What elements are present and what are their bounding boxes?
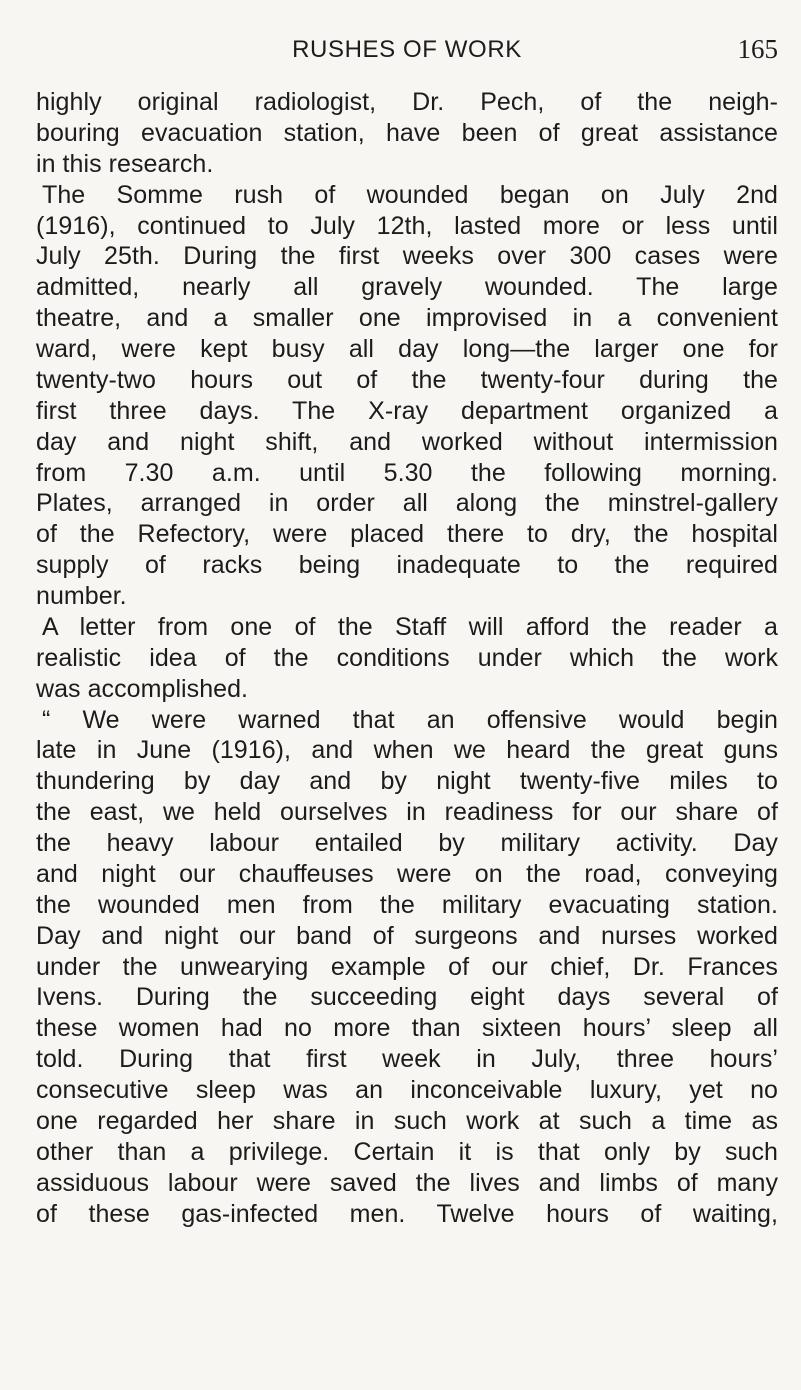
text-line: assiduous labour were saved the lives and limbs of many — [36, 1168, 778, 1197]
text-line: other than a privilege. Certain it is that only by such — [36, 1137, 778, 1166]
text-line: highly original radiologist, Dr. Pech, of the neigh- — [36, 88, 778, 116]
text-line: number. — [36, 582, 127, 610]
text-line: realistic idea of the conditions under which the work — [36, 643, 778, 672]
text-line: first three days. The X-ray department organized a — [36, 396, 778, 425]
body-text — [36, 87, 778, 1229]
text-line: (1916), continued to July 12th, lasted more or less until — [36, 211, 778, 240]
text-line: bouring evacuation station, have been of great assistance — [36, 118, 778, 147]
text-line: July 25th. During the first weeks over 300 cases were — [36, 242, 778, 271]
text-line: “ We were warned that an offensive would begin — [42, 705, 778, 734]
text-line: told. During that first week in July, three hours’ — [36, 1045, 778, 1074]
text-line: Ivens. During the succeeding eight days several of — [36, 983, 778, 1012]
text-line: the heavy labour entailed by military activity. Day — [36, 829, 778, 857]
text-line: thundering by day and by night twenty-five miles to — [36, 767, 778, 796]
book-page — [36, 34, 778, 1228]
text-line: admitted, nearly all gravely wounded. The large — [36, 273, 778, 302]
text-line: the wounded men from the military evacuating station. — [36, 890, 778, 919]
text-line: A letter from one of the Staff will afford the reader a — [42, 612, 778, 641]
text-line: Plates, arranged in order all along the minstrel-gallery — [36, 489, 778, 518]
text-line: the east, we held ourselves in readiness for our share of — [36, 798, 778, 827]
text-line: consecutive sleep was an inconceivable luxury, yet no — [36, 1076, 778, 1104]
text-line: ward, were kept busy all day long—the larger one for — [36, 335, 778, 363]
page-number: 165 — [737, 34, 778, 64]
text-line: under the unwearying example of our chief, Dr. Frances — [36, 952, 778, 981]
text-line: theatre, and a smaller one improvised in a convenient — [36, 304, 778, 333]
text-line: The Somme rush of wounded began on July 2nd — [42, 180, 778, 209]
text-line: one regarded her share in such work at such a time as — [36, 1106, 778, 1135]
text-line: supply of racks being inadequate to the required — [36, 551, 778, 580]
text-line: of these gas-infected men. Twelve hours of waiting, — [36, 1199, 778, 1228]
text-line: day and night shift, and worked without intermission — [36, 427, 778, 456]
text-line: late in June (1916), and when we heard the great guns — [36, 736, 778, 765]
text-line: of the Refectory, were placed there to dry, the hospital — [36, 520, 778, 549]
running-title: RUSHES OF WORK — [292, 36, 522, 63]
text-line: from 7.30 a.m. until 5.30 the following morning. — [36, 458, 778, 487]
text-line: these women had no more than sixteen hours’ sleep all — [36, 1014, 778, 1043]
text-line: was accomplished. — [36, 674, 249, 703]
text-line: twenty-two hours out of the twenty-four during the — [36, 365, 778, 394]
text-line: Day and night our band of surgeons and nurses worked — [36, 921, 778, 950]
text-line: in this research. — [36, 149, 214, 178]
running-header — [36, 34, 778, 78]
text-line: and night our chauffeuses were on the road, conveying — [36, 859, 778, 888]
